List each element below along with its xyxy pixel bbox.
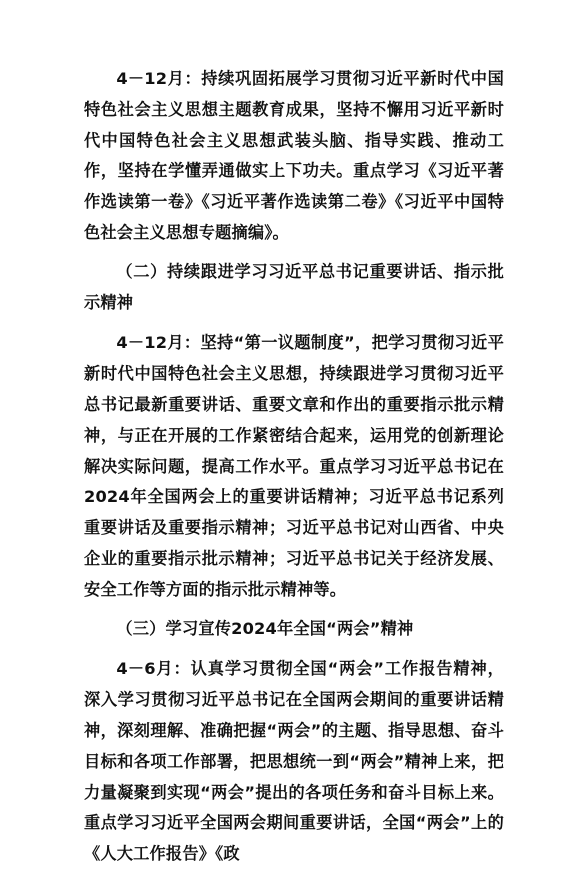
document-page: [84, 64, 504, 870]
section-2-heading: （二）持续跟进学习习近平总书记重要讲话、指示批示精神: [84, 261, 504, 312]
section-3-paragraph: 4－6月：认真学习贯彻全国“两会”工作报告精神，深入学习贯彻习近平总书记在全国两会期间的重要讲话精神，深刻理解、准确把握“两会”的主题、指导思想、奋斗目标和各项工作部署，把思想统一到“两会”精神上来，把力量凝聚到实现“两会”提出的各项任务和奋斗目标上来。重点学习习近平全国两会期间重要讲话，全国“两会”上的《人大工作报告》《政: [84, 659, 504, 864]
section-2-paragraph: 4－12月：坚持“第一议题制度”，把学习贯彻习近平新时代中国特色社会主义思想，持续跟进学习贯彻习近平总书记最新重要讲话、重要文章和作出的重要指示批示精神，与正在开展的工作紧密结合起来，运用党的创新理论解决实际问题，提高工作水平。重点学习习近平总书记在2024年全国两会上的重要讲话精神；习近平总书记系列重要讲话及重要指示精神；习近平总书记对山西省、中央企业的重要指示批示精神；习近平总书记关于经济发展、安全工作等方面的指示批示精神等。: [84, 333, 504, 599]
section-1-paragraph: 4－12月：持续巩固拓展学习贯彻习近平新时代中国特色社会主义思想主题教育成果，坚持不懈用习近平新时代中国特色社会主义思想武装头脑、指导实践、推动工作，坚持在学懂弄通做实上下功夫。重点学习《习近平著作选读第一卷》《习近平著作选读第二卷》《习近平中国特色社会主义思想专题摘编》。: [84, 69, 504, 242]
section-3-heading: （三）学习宣传2024年全国“两会”精神: [116, 618, 414, 638]
